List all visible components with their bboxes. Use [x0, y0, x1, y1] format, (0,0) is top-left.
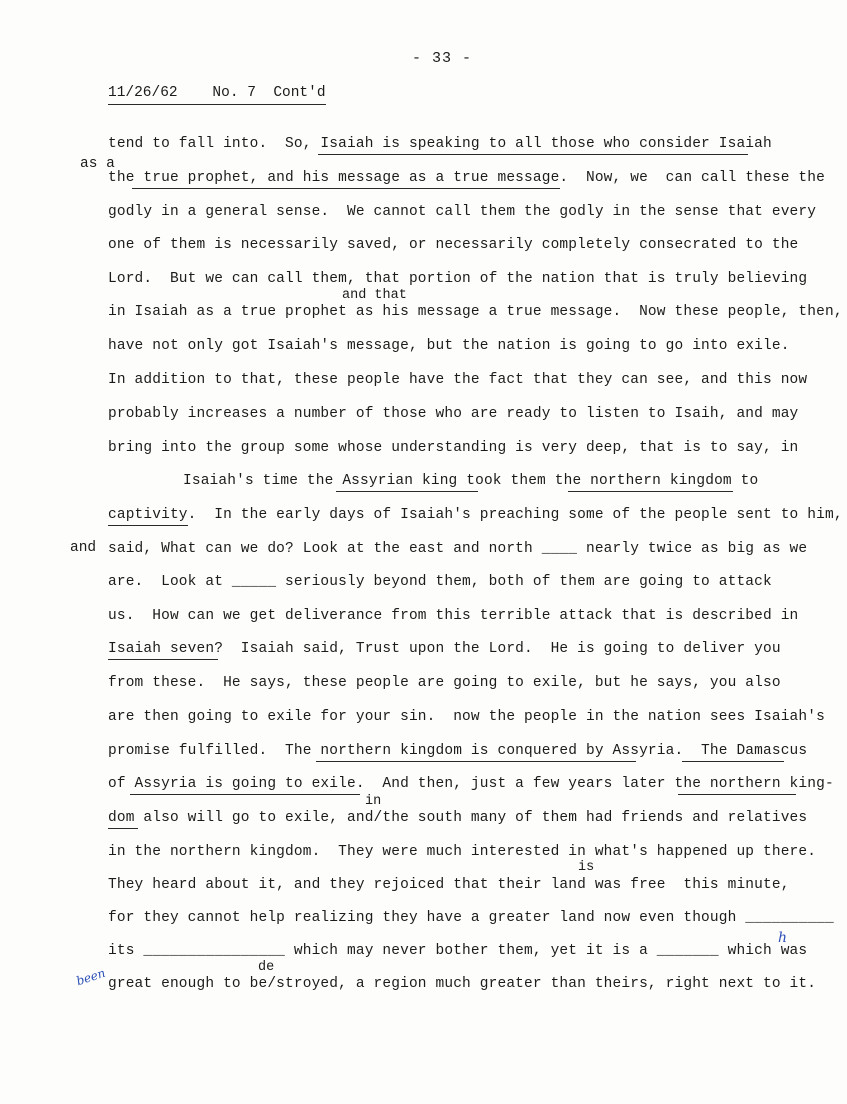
text-line: Lord. But we can call them, that portion of the nation that is truly believing — [108, 271, 808, 287]
header-underline — [108, 104, 326, 105]
text-line: bring into the group some whose understanding is very deep, that is to say, in — [108, 440, 799, 456]
text-line: us. How can we get deliverance from this terrible attack that is described in — [108, 608, 799, 624]
underline — [318, 154, 748, 155]
text-line: dom also will go to exile, and/the south many of them had friends and relatives — [108, 810, 808, 826]
text-line: tend to fall into. So, Isaiah is speaking to all those who consider Isaiah — [108, 136, 772, 152]
text-line: are. Look at _____ seriously beyond them, both of them are going to attack — [108, 574, 772, 590]
underline — [678, 794, 796, 795]
text-line: one of them is necessarily saved, or necessarily completely consecrated to the — [108, 237, 799, 253]
text-line: Isaiah seven? Isaiah said, Trust upon the Lord. He is going to deliver you — [108, 641, 781, 657]
underline — [108, 828, 138, 829]
insert-is: is — [578, 860, 595, 875]
insert-de: de — [258, 960, 275, 975]
underline — [130, 794, 360, 795]
text-line: godly in a general sense. We cannot call them the godly in the sense that every — [108, 204, 817, 220]
underline — [108, 659, 218, 660]
text-line: in the northern kingdom. They were much interested in what's happened up there. — [108, 844, 817, 860]
text-line: are then going to exile for your sin. now the people in the nation sees Isaiah's — [108, 709, 825, 725]
page-header: 11/26/62 No. 7 Cont'd — [108, 85, 326, 101]
text-line: its ________________ which may never bother them, yet it is a _______ which was — [108, 943, 808, 959]
underline — [682, 761, 784, 762]
text-line: probably increases a number of those who are ready to listen to Isaih, and may — [108, 406, 799, 422]
underline — [132, 188, 560, 189]
insert-and-that: and that — [342, 288, 407, 303]
text-line: from these. He says, these people are going to exile, but he says, you also — [108, 675, 781, 691]
text-line: In addition to that, these people have the fact that they can see, and this now — [108, 372, 808, 388]
underline — [336, 491, 478, 492]
underline — [568, 491, 733, 492]
text-line: the true prophet, and his message as a true message. Now, we can call these the — [108, 170, 825, 186]
page-number: - 33 - — [412, 50, 473, 67]
text-line: They heard about it, and they rejoiced that their land was free this minute, — [108, 877, 790, 893]
text-line: of Assyria is going to exile. And then, just a few years later the northern king- — [108, 776, 834, 792]
underline — [316, 761, 636, 762]
text-line: in Isaiah as a true prophet as his message a true message. Now these people, then, — [108, 304, 843, 320]
insert-in: in — [365, 794, 382, 809]
handwritten-margin-note: been — [74, 965, 108, 989]
margin-note-as-a: as a — [80, 156, 115, 172]
text-line: captivity. In the early days of Isaiah's preaching some of the people sent to him, — [108, 507, 843, 523]
text-line: have not only got Isaiah's message, but the nation is going to go into exile. — [108, 338, 790, 354]
text-line: said, What can we do? Look at the east and north ____ nearly twice as big as we — [108, 541, 808, 557]
margin-note-and: and — [70, 540, 97, 556]
underline — [108, 525, 188, 526]
text-line: promise fulfilled. The northern kingdom is conquered by Assyria. The Damascus — [108, 743, 808, 759]
text-line: great enough to be/stroyed, a region much greater than theirs, right next to it. — [108, 976, 817, 992]
text-line: Isaiah's time the Assyrian king took them the northern kingdom to — [183, 473, 759, 489]
handwritten-correction: h — [778, 930, 788, 946]
text-line: for they cannot help realizing they have a greater land now even though __________ — [108, 910, 834, 926]
